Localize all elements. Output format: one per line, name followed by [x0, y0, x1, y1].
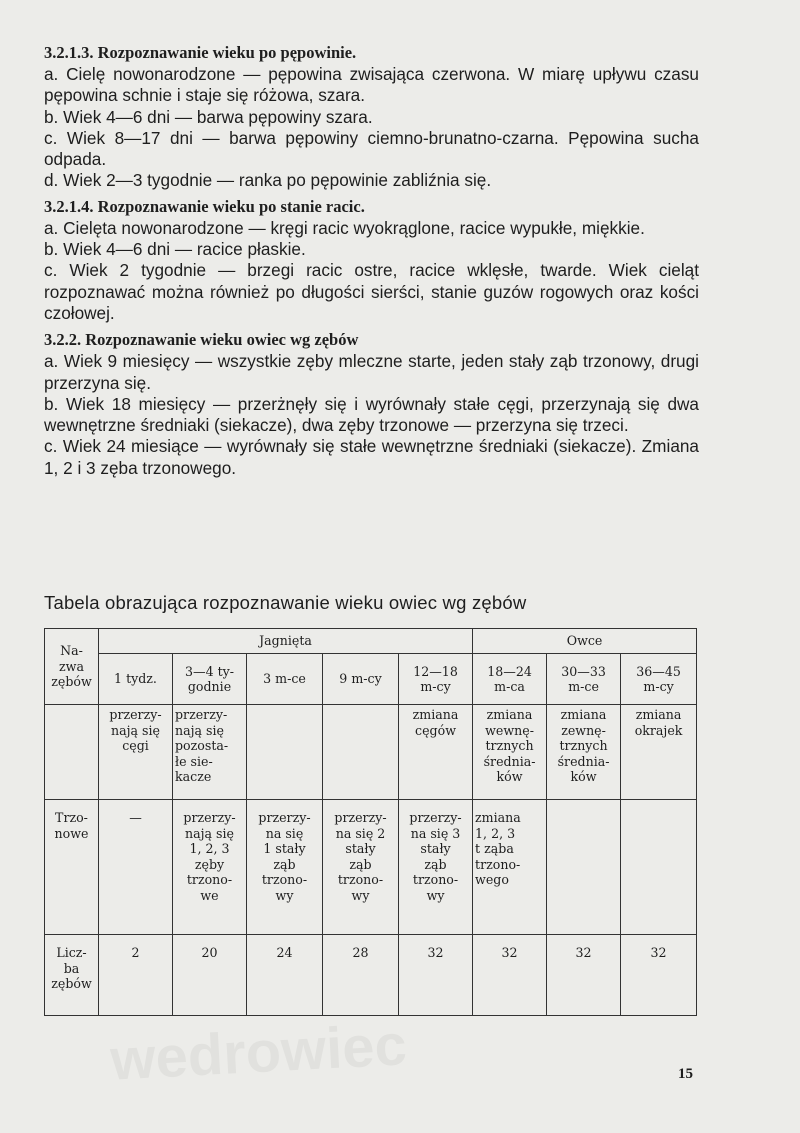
page-number: 15 [678, 1066, 693, 1082]
table-cell: przerzy- nają się pozosta- łe sie- kacze [173, 705, 247, 800]
column-header: 3 m-ce [247, 654, 323, 705]
paragraph: b. Wiek 4—6 dni — racice płaskie. [44, 239, 306, 260]
column-header: 18—24 m-ca [473, 654, 547, 705]
table-cell: przerzy- na się 2 stały ząb trzono- wy [323, 800, 399, 935]
corner-label: Na- zwa zębów [45, 629, 99, 705]
table-cell: przerzy- na się 3 stały ząb trzono- wy [399, 800, 473, 935]
table-cell: 20 [173, 935, 247, 1016]
column-header: 3—4 ty- godnie [173, 654, 247, 705]
group-header-lambs: Jagnięta [99, 629, 473, 654]
table-cell: zmiana 1, 2, 3 t ząba trzono- wego [473, 800, 547, 935]
paragraph: a. Cielę nowonarodzone — pępowina zwisająca czerwona. W miarę upływu czasu pępowina schnie i staje się różowa, szara. [44, 64, 699, 106]
column-header: 36—45 m-cy [621, 654, 697, 705]
group-header-row [45, 629, 697, 654]
section-heading: 3.2.1.3. Rozpoznawanie wieku po pępowinie. [44, 43, 357, 62]
table-cell [621, 800, 697, 935]
table-cell: — [99, 800, 173, 935]
table-cell: 32 [473, 935, 547, 1016]
table-cell: zmiana okrajek [621, 705, 697, 800]
section-heading: 3.2.1.4. Rozpoznawanie wieku po stanie racic. [44, 196, 365, 216]
table-cell: zmiana wewnę- trznych średnia- ków [473, 705, 547, 800]
paragraph: c. Wiek 8—17 dni — barwa pępowiny ciemno-brunatno-czarna. Pępowina sucha odpada. [44, 127, 699, 170]
page-content [44, 42, 699, 479]
table-cell [247, 705, 323, 800]
column-header: 9 m-cy [323, 654, 399, 705]
table-caption: Tabela obrazująca rozpoznawanie wieku owiec wg zębów [44, 592, 527, 613]
table-cell: przerzy- nają się 1, 2, 3 zęby trzono- we [173, 800, 247, 935]
section-umbilical [44, 42, 699, 192]
table-cell: 24 [247, 935, 323, 1016]
section-heading: 3.2.2. Rozpoznawanie wieku owiec wg zębów [44, 330, 359, 350]
paragraph: b. Wiek 18 miesięcy — przerżnęły się i wyrównały stałe cęgi, przerzynają się dwa wewnętrzne średniaki (siekacze), dwa zęby trzonowe — przerzyna się trzeci. [44, 393, 699, 436]
table-cell: 32 [621, 935, 697, 1016]
row-label [45, 705, 99, 800]
column-header-row [45, 654, 697, 705]
column-header: 30—33 m-ce [547, 654, 621, 705]
table-cell [323, 705, 399, 800]
table-cell: przerzy- nają się cęgi [99, 705, 173, 800]
table-cell [547, 800, 621, 935]
table-row [45, 800, 697, 935]
paragraph: b. Wiek 4—6 dni — barwa pępowiny szara. [44, 106, 373, 127]
table-cell: zmiana zewnę- trznych średnia- ków [547, 705, 621, 800]
paragraph: c. Wiek 2 tygodnie — brzegi racic ostre, racice wklęsłe, twarde. Wiek cieląt rozpoznawać można również po długości sierści, stanie guzów rogowych oraz kości czołowej. [44, 260, 699, 323]
table-cell: 32 [399, 935, 473, 1016]
table-cell: przerzy- na się 1 stały ząb trzono- wy [247, 800, 323, 935]
paragraph: a. Cielęta nowonarodzone — kręgi racic wyokrąglone, racice wypukłe, miękkie. [44, 217, 645, 238]
row-label: Licz- ba zębów [45, 935, 99, 1016]
paragraph: c. Wiek 24 miesiące — wyrównały się stałe wewnętrzne średniaki (siekacze). Zmiana 1, 2 i 3 zęba trzonowego. [44, 436, 699, 478]
table-cell: 32 [547, 935, 621, 1016]
paragraph: d. Wiek 2—3 tygodnie — ranka po pępowinie zabliźnia się. [44, 170, 492, 191]
column-header: 12—18 m-cy [399, 654, 473, 705]
section-sheep-teeth [44, 329, 699, 479]
group-header-sheep: Owce [473, 629, 697, 654]
sheep-age-table [44, 628, 697, 1016]
paragraph: a. Wiek 9 miesięcy — wszystkie zęby mleczne starte, jeden stały ząb trzonowy, drugi przerzyna się. [44, 351, 699, 393]
section-hooves [44, 196, 699, 324]
table-cell: 2 [99, 935, 173, 1016]
table-cell: zmiana cęgów [399, 705, 473, 800]
table-cell: 28 [323, 935, 399, 1016]
table-row [45, 705, 697, 800]
column-header: 1 tydz. [99, 654, 173, 705]
row-label: Trzo- nowe [45, 800, 99, 935]
